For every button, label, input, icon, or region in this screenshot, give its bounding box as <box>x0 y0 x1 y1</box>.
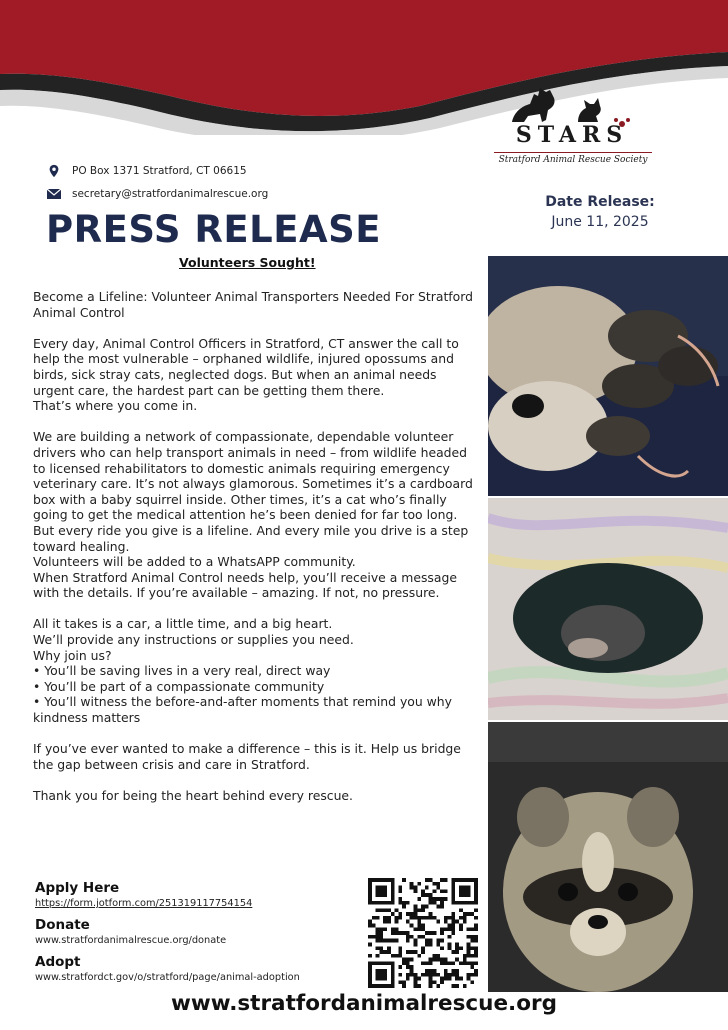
footer-website[interactable]: www.stratfordanimalrescue.org <box>171 991 557 1016</box>
page-title: PRESS RELEASE <box>46 208 382 251</box>
body-paragraph: We are building a network of compassionate, dependable volunteer drivers who can help transport animals in need – from wildlife headed to licensed rehabilitators to domestic animals requiring emergency veterinary care. It’s not always glamorous. Sometimes it’s a cardboard box with a baby squirrel inside. Other times, it’s a cat who’s finally going to get the medical attention he’s been denied for far too long. But every ride you give is a lifeline. And every mile you drive is a step toward healing. Volunteers will be added to a WhatsAPP community. When Stratford Animal Control needs help, you’ll receive a message with the details. If you’re available – amazing. If not, no pressure. <box>33 429 473 601</box>
contact-address <box>46 164 247 178</box>
adopt-link[interactable]: www.stratfordct.gov/o/stratford/page/animal-adoption <box>35 972 300 983</box>
date-label: Date Release: <box>545 194 655 210</box>
opossum-photo <box>488 256 728 496</box>
body-paragraph: If you’ve ever wanted to make a difference – this is it. Help us bridge the gap between crisis and care in Stratford. <box>33 741 461 772</box>
date-value: June 11, 2025 <box>551 214 649 230</box>
envelope-icon <box>46 187 62 201</box>
apply-link[interactable]: https://form.jotform.com/251319117754154 <box>35 898 253 909</box>
squirrel-photo <box>488 498 728 720</box>
contact-email <box>46 187 268 201</box>
logo-text: STARS <box>515 122 629 148</box>
body-paragraph: Every day, Animal Control Officers in Stratford, CT answer the call to help the most vulnerable – orphaned wildlife, injured opossums and birds, sick stray cats, neglected dogs. But when an animal needs urgent care, the hardest part can be getting them there. That’s where you come in. <box>33 335 459 414</box>
adopt-heading: Adopt <box>35 954 81 970</box>
address-text: PO Box 1371 Stratford, CT 06615 <box>72 165 247 177</box>
logo-subtitle: Stratford Animal Rescue Society <box>494 152 652 165</box>
body-paragraph: Become a Lifeline: Volunteer Animal Transporters Needed For Stratford Animal Control <box>33 289 473 320</box>
subtitle: Volunteers Sought! <box>179 255 316 270</box>
body-text <box>33 289 478 819</box>
apply-heading: Apply Here <box>35 880 120 896</box>
stars-logo <box>494 84 654 176</box>
raccoon-photo <box>488 722 728 992</box>
links-section <box>35 879 365 990</box>
email-text[interactable]: secretary@stratfordanimalrescue.org <box>72 188 269 200</box>
location-pin-icon <box>46 164 62 178</box>
donate-heading: Donate <box>35 917 90 933</box>
body-paragraph: Thank you for being the heart behind every rescue. <box>33 788 353 803</box>
body-paragraph: All it takes is a car, a little time, and a big heart. We’ll provide any instructions or supplies you need. Why join us? • You’ll be saving lives in a very real, direct way • You’ll be part of a compassionate community • You’ll witness the before-and-after moments that remind you why kindness matters <box>33 616 452 726</box>
qr-code-icon[interactable] <box>368 878 478 988</box>
donate-link[interactable]: www.stratfordanimalrescue.org/donate <box>35 935 227 946</box>
